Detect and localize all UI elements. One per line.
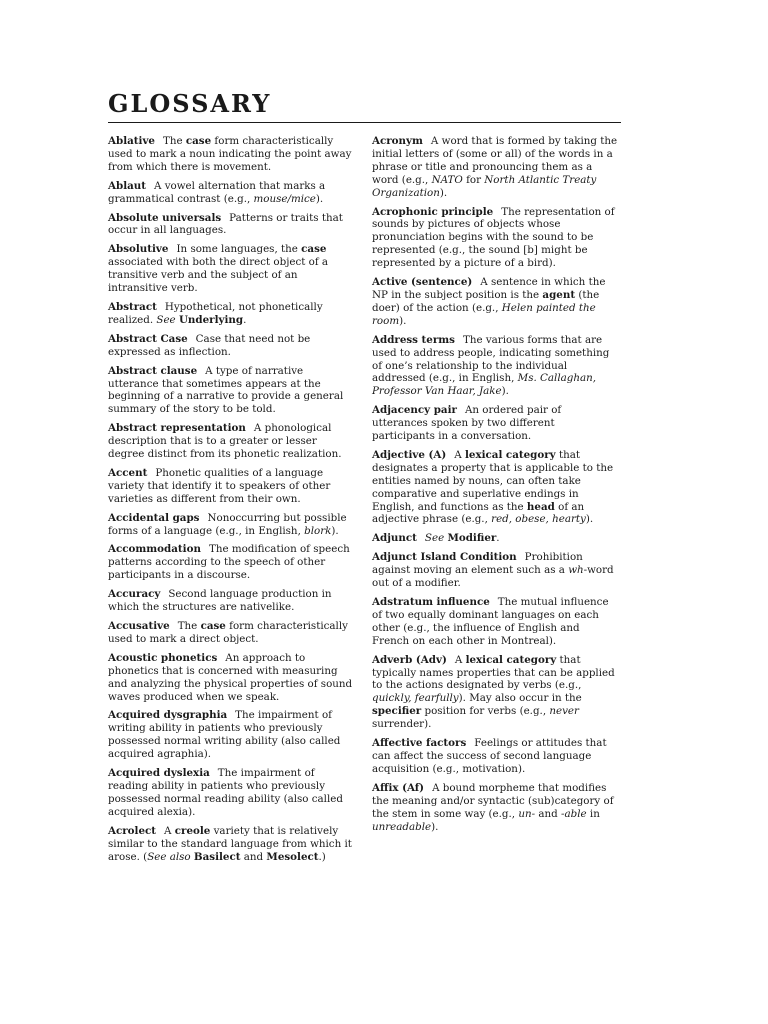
definition-text: Feelings or attitudes that can affect the success of second language acquisition (e.g., motivation). <box>372 737 607 775</box>
glossary-term: Affix (Af) <box>372 781 425 794</box>
glossary-entry <box>372 737 620 776</box>
glossary-term: Accommodation <box>108 543 201 556</box>
definition-text: ). <box>399 314 407 327</box>
glossary-term: Absolutive <box>108 243 169 256</box>
cross-reference-term: specifier <box>372 705 422 718</box>
page-title: GLOSSARY <box>108 89 272 118</box>
definition-text: The <box>177 620 201 632</box>
glossary-entry <box>372 334 620 399</box>
glossary-term: Accidental gaps <box>108 511 200 524</box>
glossary-term: Acrophonic principle <box>372 205 494 218</box>
definition-text: Nonoccurring but possible forms of a language (e.g., in English, <box>108 511 347 537</box>
definition-text: A type of narrative utterance that sometimes appears at the beginning of a narrative to provide a general summary of the story to be told. <box>108 364 344 416</box>
definition-text: in <box>586 807 600 820</box>
definition-text: The mutual influence of two equally dominant languages on each other (e.g., the influence of English and French on each other in Montreal). <box>372 596 609 647</box>
glossary-term: Accent <box>108 466 148 479</box>
glossary-term: Abstract clause <box>108 364 198 377</box>
cross-reference-term: case <box>301 243 327 256</box>
glossary-term: Active (sentence) <box>372 276 473 289</box>
cross-reference-term: creole <box>174 824 211 837</box>
definition-text: An ordered pair of utterances spoken by two different participants in a conversation. <box>372 404 562 443</box>
example-text: North Atlantic Treaty Organization <box>372 173 597 199</box>
definition-text: (the doer) of the action (e.g., <box>372 288 600 314</box>
glossary-entry <box>108 652 356 704</box>
definition-text: form characteristically used to mark a direct object. <box>108 620 348 645</box>
glossary-entry <box>372 135 620 200</box>
definition-text: ). <box>585 513 594 526</box>
definition-text: ). <box>315 192 324 205</box>
definition-text: surrender). <box>372 718 432 731</box>
cross-reference-term: lexical category <box>465 653 557 666</box>
glossary-term: Abstract <box>108 300 157 313</box>
cross-reference-term: Modifier <box>447 532 497 545</box>
definition-text: .) <box>318 850 326 863</box>
cross-reference-term: lexical category <box>464 448 556 461</box>
cross-reference-term: case <box>200 620 226 632</box>
definition-text: Patterns or traits that occur in all languages. <box>108 211 343 237</box>
definition-text: Second language production in which the structures are nativelike. <box>108 588 332 614</box>
example-text: red, obese, hearty <box>491 513 586 526</box>
definition-text: A vowel alternation that marks a grammatical contrast (e.g., <box>108 179 326 205</box>
definition-text: A <box>164 824 175 837</box>
glossary-entry <box>372 404 620 443</box>
glossary-term: Abstract Case <box>108 332 188 345</box>
definition-text: The representation of sounds by pictures of objects whose pronunciation begins with the sound to be represented (e.g., the sound [b] might be represented by a picture of a bird). <box>372 205 615 270</box>
glossary-entry <box>108 301 356 327</box>
glossary-entry <box>108 709 356 761</box>
definition-text: Hypothetical, not phonetically realized. <box>108 300 323 326</box>
glossary-term: Adjunct Island Condition <box>372 551 517 564</box>
example-text: blork <box>304 524 332 537</box>
glossary-entry <box>372 276 620 328</box>
example-text: See <box>424 532 445 545</box>
glossary-entry <box>108 365 356 417</box>
definition-text: The impairment of reading ability in patients who previously possessed normal reading ability (also called acquired alexia). <box>108 767 343 818</box>
example-text: See also <box>147 850 191 863</box>
example-text: -able <box>561 807 587 820</box>
glossary-term: Affective factors <box>372 737 467 750</box>
glossary-entry <box>372 654 620 731</box>
glossary-entry <box>372 532 620 545</box>
glossary-term: Absolute universals <box>108 211 222 224</box>
glossary-term: Ablaut <box>108 179 147 192</box>
glossary-term: Acquired dysgraphia <box>108 709 228 722</box>
glossary-entry <box>108 512 356 538</box>
definition-text: . <box>243 313 247 326</box>
cross-reference-term: Basilect <box>193 850 241 863</box>
glossary-term: Ablative <box>108 135 155 147</box>
glossary-term: Acoustic phonetics <box>108 651 218 664</box>
glossary-term: Acquired dyslexia <box>108 767 210 780</box>
example-text: un- <box>518 807 536 820</box>
definition-text: A bound morpheme that modifies the meaning and/or syntactic (sub)category of the stem in some way (e.g., <box>372 781 614 820</box>
glossary-term: Abstract representation <box>108 422 246 435</box>
example-text: See <box>156 313 176 326</box>
example-text: wh <box>568 564 584 577</box>
glossary-entry <box>108 767 356 819</box>
definition-text: Case that need not be expressed as inflection. <box>108 332 311 358</box>
definition-text: and <box>535 807 562 820</box>
definition-text: variety that is relatively similar to the standard language from which it arose. ( <box>108 824 352 863</box>
definition-text: and <box>240 850 267 863</box>
glossary-entry <box>108 135 356 174</box>
definition-text: ). <box>501 385 509 398</box>
glossary-entry <box>108 620 356 646</box>
glossary-term: Adjunct <box>372 532 417 545</box>
definition-text: In some languages, the <box>176 243 302 256</box>
glossary-entry <box>108 588 356 614</box>
definition-text: associated with both the direct object of a transitive verb and the subject of an intransitive verb. <box>108 256 329 295</box>
definition-text: An approach to phonetics that is concerned with measuring and analyzing the physical properties of sound waves produced when we speak. <box>108 651 353 703</box>
definition-text: A word that is formed by taking the initial letters of (some or all) of the words in a phrase or title and pronouncing them as a word (e.g., <box>372 135 618 186</box>
definition-text: A <box>454 653 466 666</box>
example-text: Helen painted the room <box>372 301 596 327</box>
cross-reference-term: Underlying <box>178 313 244 326</box>
example-text: unreadable <box>372 820 432 833</box>
definition-text: The modification of speech patterns according to the speech of other participants in a discourse. <box>108 543 350 582</box>
definition-text: ). <box>331 524 339 537</box>
glossary-entry <box>372 206 620 271</box>
glossary-term: Accusative <box>108 620 170 632</box>
example-text: quickly, fearfully <box>372 692 459 705</box>
example-text: Ms. Callaghan, Professor Van Haar, Jake <box>372 372 597 398</box>
definition-text: The <box>162 135 186 147</box>
glossary-term: Address terms <box>372 333 455 346</box>
definition-text: ). May also occur in the <box>458 692 582 705</box>
glossary-term: Acronym <box>372 135 423 147</box>
glossary-term: Adjective (A) <box>372 448 447 461</box>
cross-reference-term: head <box>526 500 555 513</box>
cross-reference-term: Mesolect <box>266 850 319 863</box>
glossary-term: Adjacency pair <box>372 404 457 417</box>
definition-text: . <box>496 532 500 545</box>
glossary-column-left <box>108 135 356 869</box>
glossary-entry <box>372 782 620 834</box>
title-rule <box>108 122 621 123</box>
glossary-entry <box>372 596 620 648</box>
definition-text: A phonological description that is to a greater or lesser degree distinct from its phonetic realization. <box>108 422 342 461</box>
glossary-entry <box>108 543 356 582</box>
glossary-entry <box>108 212 356 238</box>
example-text: mouse/mice <box>253 192 316 205</box>
definition-text: for <box>462 173 485 186</box>
glossary-entry <box>108 422 356 461</box>
glossary-term: Acrolect <box>108 824 157 837</box>
example-text: never <box>549 705 579 718</box>
cross-reference-term: agent <box>542 288 576 301</box>
glossary-entry <box>372 551 620 590</box>
definition-text: A <box>454 448 465 461</box>
definition-text: form characteristically used to mark a noun indicating the point away from which there is movement. <box>108 135 352 173</box>
definition-text: ). <box>431 820 439 833</box>
definition-text: The various forms that are used to address people, indicating something of one’s relationship to the individual addressed (e.g., in English, <box>372 333 610 385</box>
glossary-term: Adverb (Adv) <box>372 653 447 666</box>
definition-text: Prohibition against moving an element such as a <box>372 551 583 577</box>
definition-text: that designates a property that is applicable to the entities named by nouns, can often take comparative and superlative endings in English, and functions as the <box>372 448 614 513</box>
glossary-entry <box>108 180 356 206</box>
glossary-entry <box>108 333 356 359</box>
definition-text: -word out of a modifier. <box>372 564 614 590</box>
definition-text: A sentence in which the NP in the subject position is the <box>372 276 606 301</box>
glossary-entry <box>108 467 356 506</box>
glossary-term: Adstratum influence <box>372 596 490 608</box>
definition-text: of an adjective phrase (e.g., <box>372 500 585 526</box>
definition-text: position for verbs (e.g., <box>421 705 550 718</box>
definition-text: ). <box>439 186 448 199</box>
glossary-entry <box>108 243 356 295</box>
definition-text: The impairment of writing ability in patients who previously possessed normal writing ability (also called acquired agraphia). <box>108 709 341 761</box>
glossary-column-right <box>372 135 620 839</box>
definition-text: Phonetic qualities of a language variety that identify it to speakers of other varieties as different from their own. <box>108 466 331 505</box>
glossary-entry <box>108 825 356 864</box>
definition-text: that typically names properties that can be applied to the actions designated by verbs (e.g., <box>372 653 615 692</box>
glossary-term: Accuracy <box>108 588 161 601</box>
cross-reference-term: case <box>185 135 212 147</box>
glossary-entry <box>372 449 620 526</box>
example-text: NATO <box>431 173 463 186</box>
